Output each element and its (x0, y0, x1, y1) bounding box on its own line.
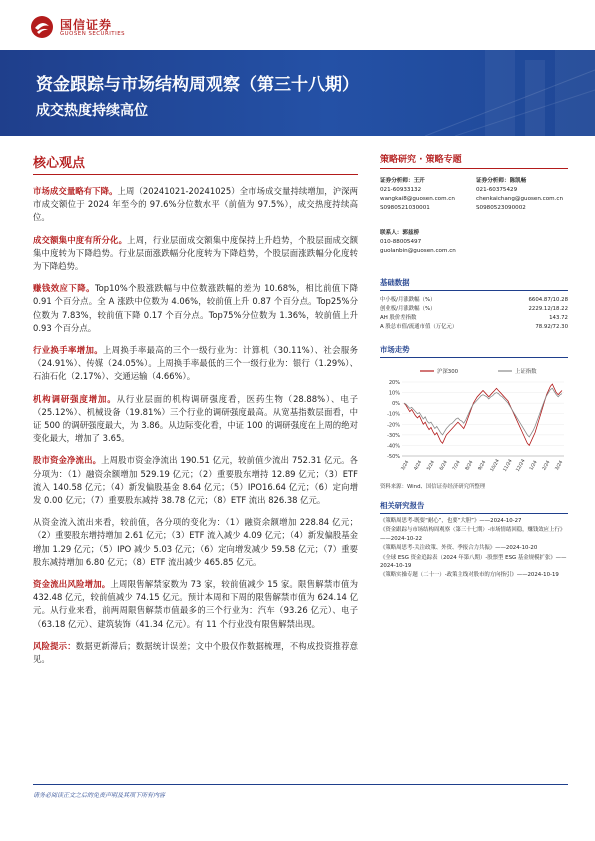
risk-warning: 风险提示：数据更新滞后；数据统计误差；文中个股仅作数据梳理，不构成投资推荐意见。 (33, 640, 359, 665)
market-trend-svg (380, 364, 568, 478)
y-tick-label: -10% (387, 411, 400, 418)
basic-data-row: 中小板/月涨跌幅（%） 6604.87/10.28 (380, 297, 568, 303)
footer-disclaimer[interactable]: 请务必阅读正文之后的免责声明及其项下所有内容 (33, 792, 166, 799)
banner-decoration (365, 50, 595, 136)
x-tick-label: 11/24 (502, 458, 514, 473)
y-tick-label: 20% (388, 380, 400, 386)
x-tick-label: 10/24 (489, 458, 501, 473)
core-paragraph: 成交额集中度有所分化。上周，行业层面成交额集中度保持上升趋势，个股层面成交额集中度转为下降趋势。行业层面涨跌幅分化度转为下降趋势，个股层面涨跌幅分化度转为下降趋势。 (33, 234, 359, 272)
basic-data-table (380, 296, 568, 332)
x-tick-label: 3/24 (400, 460, 411, 472)
guosen-logo (30, 13, 160, 43)
y-tick-label: -30% (387, 432, 400, 439)
basic-data-row: 创业板/月涨跌幅（%） 2229.12/18.22 (380, 306, 568, 312)
related-report-link[interactable]: 《策略周思考-既要“耐心”，也要“大胆”》——2024-10-27 (380, 518, 522, 524)
analyst-card: 证券分析师：陈凯畅 021-60375429 chenkaichang@guosen.com.cn S0980523090002 (476, 178, 564, 211)
related-report-link[interactable]: 《全球 ESG 资金追踪表（2024 年第八期）-股票型 ESG 基金规模扩张》——2024-10-19 (380, 554, 567, 570)
analyst-info (380, 169, 568, 277)
chart-source: 资料来源：Wind、国信证券经济研究所整理 (380, 484, 486, 490)
related-report-link[interactable]: 《策略周思考-关注政策、外资、季报合力共振》——2024-10-20 (380, 545, 538, 552)
market-trend-chart (380, 364, 568, 478)
y-tick-label: -40% (387, 443, 400, 450)
contact-email[interactable]: guolanbin@guosen.com.cn (380, 248, 456, 254)
analyst-email[interactable]: wangkai8@guosen.com.cn (380, 196, 455, 202)
x-tick-label: 6/24 (439, 460, 449, 472)
title-banner (0, 50, 595, 136)
x-tick-label: 2/24 (541, 460, 552, 472)
report-title: 资金跟踪与市场结构周观察（第三十八期） (36, 75, 359, 95)
basic-data-row: A 股总市值/流通市值（万亿元） 78.92/72.30 (380, 324, 568, 330)
y-tick-label: 0% (392, 401, 400, 408)
core-views-title: 核心观点 (33, 152, 358, 175)
legend-label: 上证指数 (515, 369, 537, 375)
page-footer (33, 784, 568, 799)
report-category: 策略研究 · 策略专题 (380, 152, 568, 169)
core-paragraph: 从资金流入流出来看，较前值，各分项的变化为：（1）融资余额增加 228.84 亿元；（2）重要股东增持增加 2.61 亿元；（3）ETF 流入减少 4.09 亿元；（4）新发偏股基金增加 1.29 亿元；（5）IPO 减少 5.03 亿元；（6）定向增发减少 59.58 亿元；（7）重要股东减持增加 6.80 亿元；（8）ETF 流出减少 465.85 亿元。 (33, 517, 358, 567)
related-report-link[interactable]: 《资金跟踪与市场结构周观察（第三十七期）-市场情绪回稳，赚钱效应上行》——2024-10-22 (380, 527, 566, 542)
basic-data-row: AH 股价差指数 143.72 (380, 315, 568, 321)
footer-divider (33, 784, 568, 785)
sidebar (380, 152, 568, 580)
x-tick-label: 4/24 (413, 460, 424, 472)
core-paragraph: 资金流出风险增加。上周限售解禁家数为 73 家，较前值减少 15 家。限售解禁市值为 432.48 亿元，较前值减少 74.15 亿元。预计本周和下周的限售解禁市值为 624.14 亿元。从行业来看，前两周限售解禁市值最多的三个行业为：汽车（93.26 亿元）、电子（63.18 亿元）、建筑装饰（41.34 亿元）。有 11 个行业没有限售解禁出现。 (33, 579, 358, 629)
analyst-email[interactable]: chenkaichang@guosen.com.cn (476, 196, 564, 202)
core-paragraph: 市场成交量略有下降。上周（20241021-20241025）全市场成交量持续增加，沪深两市成交额位于 2024 年至今的 97.6%分位数水平（前值为 97.5%），成交热度持续高位。 (33, 186, 358, 223)
related-report-link[interactable]: 《策略实操专题（二十一）-政策主线对股市的方向指引》——2024-10-19 (380, 572, 559, 579)
logo-text-cn: 国信证券 (60, 18, 113, 32)
x-tick-label: 12/24 (515, 458, 527, 473)
y-tick-label: -20% (387, 422, 400, 429)
series-line (404, 388, 562, 437)
x-tick-label: 1/24 (529, 460, 539, 472)
x-tick-label: 9/24 (477, 460, 488, 472)
x-tick-label: 5/24 (426, 460, 436, 472)
core-paragraph: 股市资金净流出。上周股市资金净流出 190.51 亿元，较前值少流出 752.31 亿元。各分项为：（1）融资余额增加 529.19 亿元；（2）重要股东增持 12.89 亿元；（3）ETF 流入 140.58 亿元；（4）新发偏股基金 8.64 亿元；（5）IPO16.64 亿元；（6）定向增发 0.00 亿元；（7）重要股东减持 38.78 亿元；（8）ETF 流出 826.38 亿元。 (33, 455, 358, 506)
legend-label: 沪深300 (437, 369, 459, 375)
y-tick-label: 10% (388, 390, 400, 397)
basic-data-title: 基础数据 (380, 277, 568, 291)
x-tick-label: 3/24 (554, 460, 565, 472)
core-paragraph: 机构调研强度增加。从行业层面的机构调研强度看，医药生物（28.88%）、电子（25.12%）、机械设备（19.81%）三个行业的调研强度最高。从宽基指数层面看，中证 500 的调研强度最大，为 3.86。从边际变化看，中证 100 的调研强度在上周的绝对变化最大，增加了 3.65。 (33, 393, 358, 444)
core-views-section (33, 152, 358, 666)
x-tick-label: 7/24 (452, 460, 462, 472)
logo-text-en: GUOSEN SECURITIES (60, 31, 126, 37)
x-tick-label: 8/24 (464, 460, 475, 472)
related-reports-title: 相关研究报告 (380, 500, 568, 514)
analyst-card: 证券分析师：王开 021-60933132 wangkai8@guosen.com.cn S0980521030001 (380, 178, 455, 211)
market-trend-title: 市场走势 (380, 344, 568, 358)
y-tick-label: -50% (387, 454, 400, 460)
core-paragraph: 赚钱效应下降。Top10%个股涨跌幅与中位数涨跌幅的差为 10.68%，相比前值下降 0.91 个百分点。全 A 涨跌中位数为 4.06%，较前值上升 0.87 个百分点。Top25%分位数为 7.83%，较前值下降 0.17 个百分点。Top75%分位数为 1.36%，较前值上升 0.93 个百分点。 (33, 283, 359, 333)
contact-card: 联系人：郭兹桥 010-88005497 guolanbin@guosen.com.cn (380, 230, 456, 254)
guosen-logo-icon (30, 15, 54, 39)
series-line (404, 384, 562, 445)
core-paragraph: 行业换手率增加。上周换手率最高的三个一级行业为：计算机（30.11%）、社会服务（24.91%）、传媒（24.05%）。上周换手率最低的三个一级行业为：银行（1.29%）、石油石化（2.17%）、交通运输（4.66%）。 (33, 345, 358, 382)
report-subtitle: 成交热度持续高位 (36, 103, 148, 119)
related-reports-list (380, 517, 568, 580)
